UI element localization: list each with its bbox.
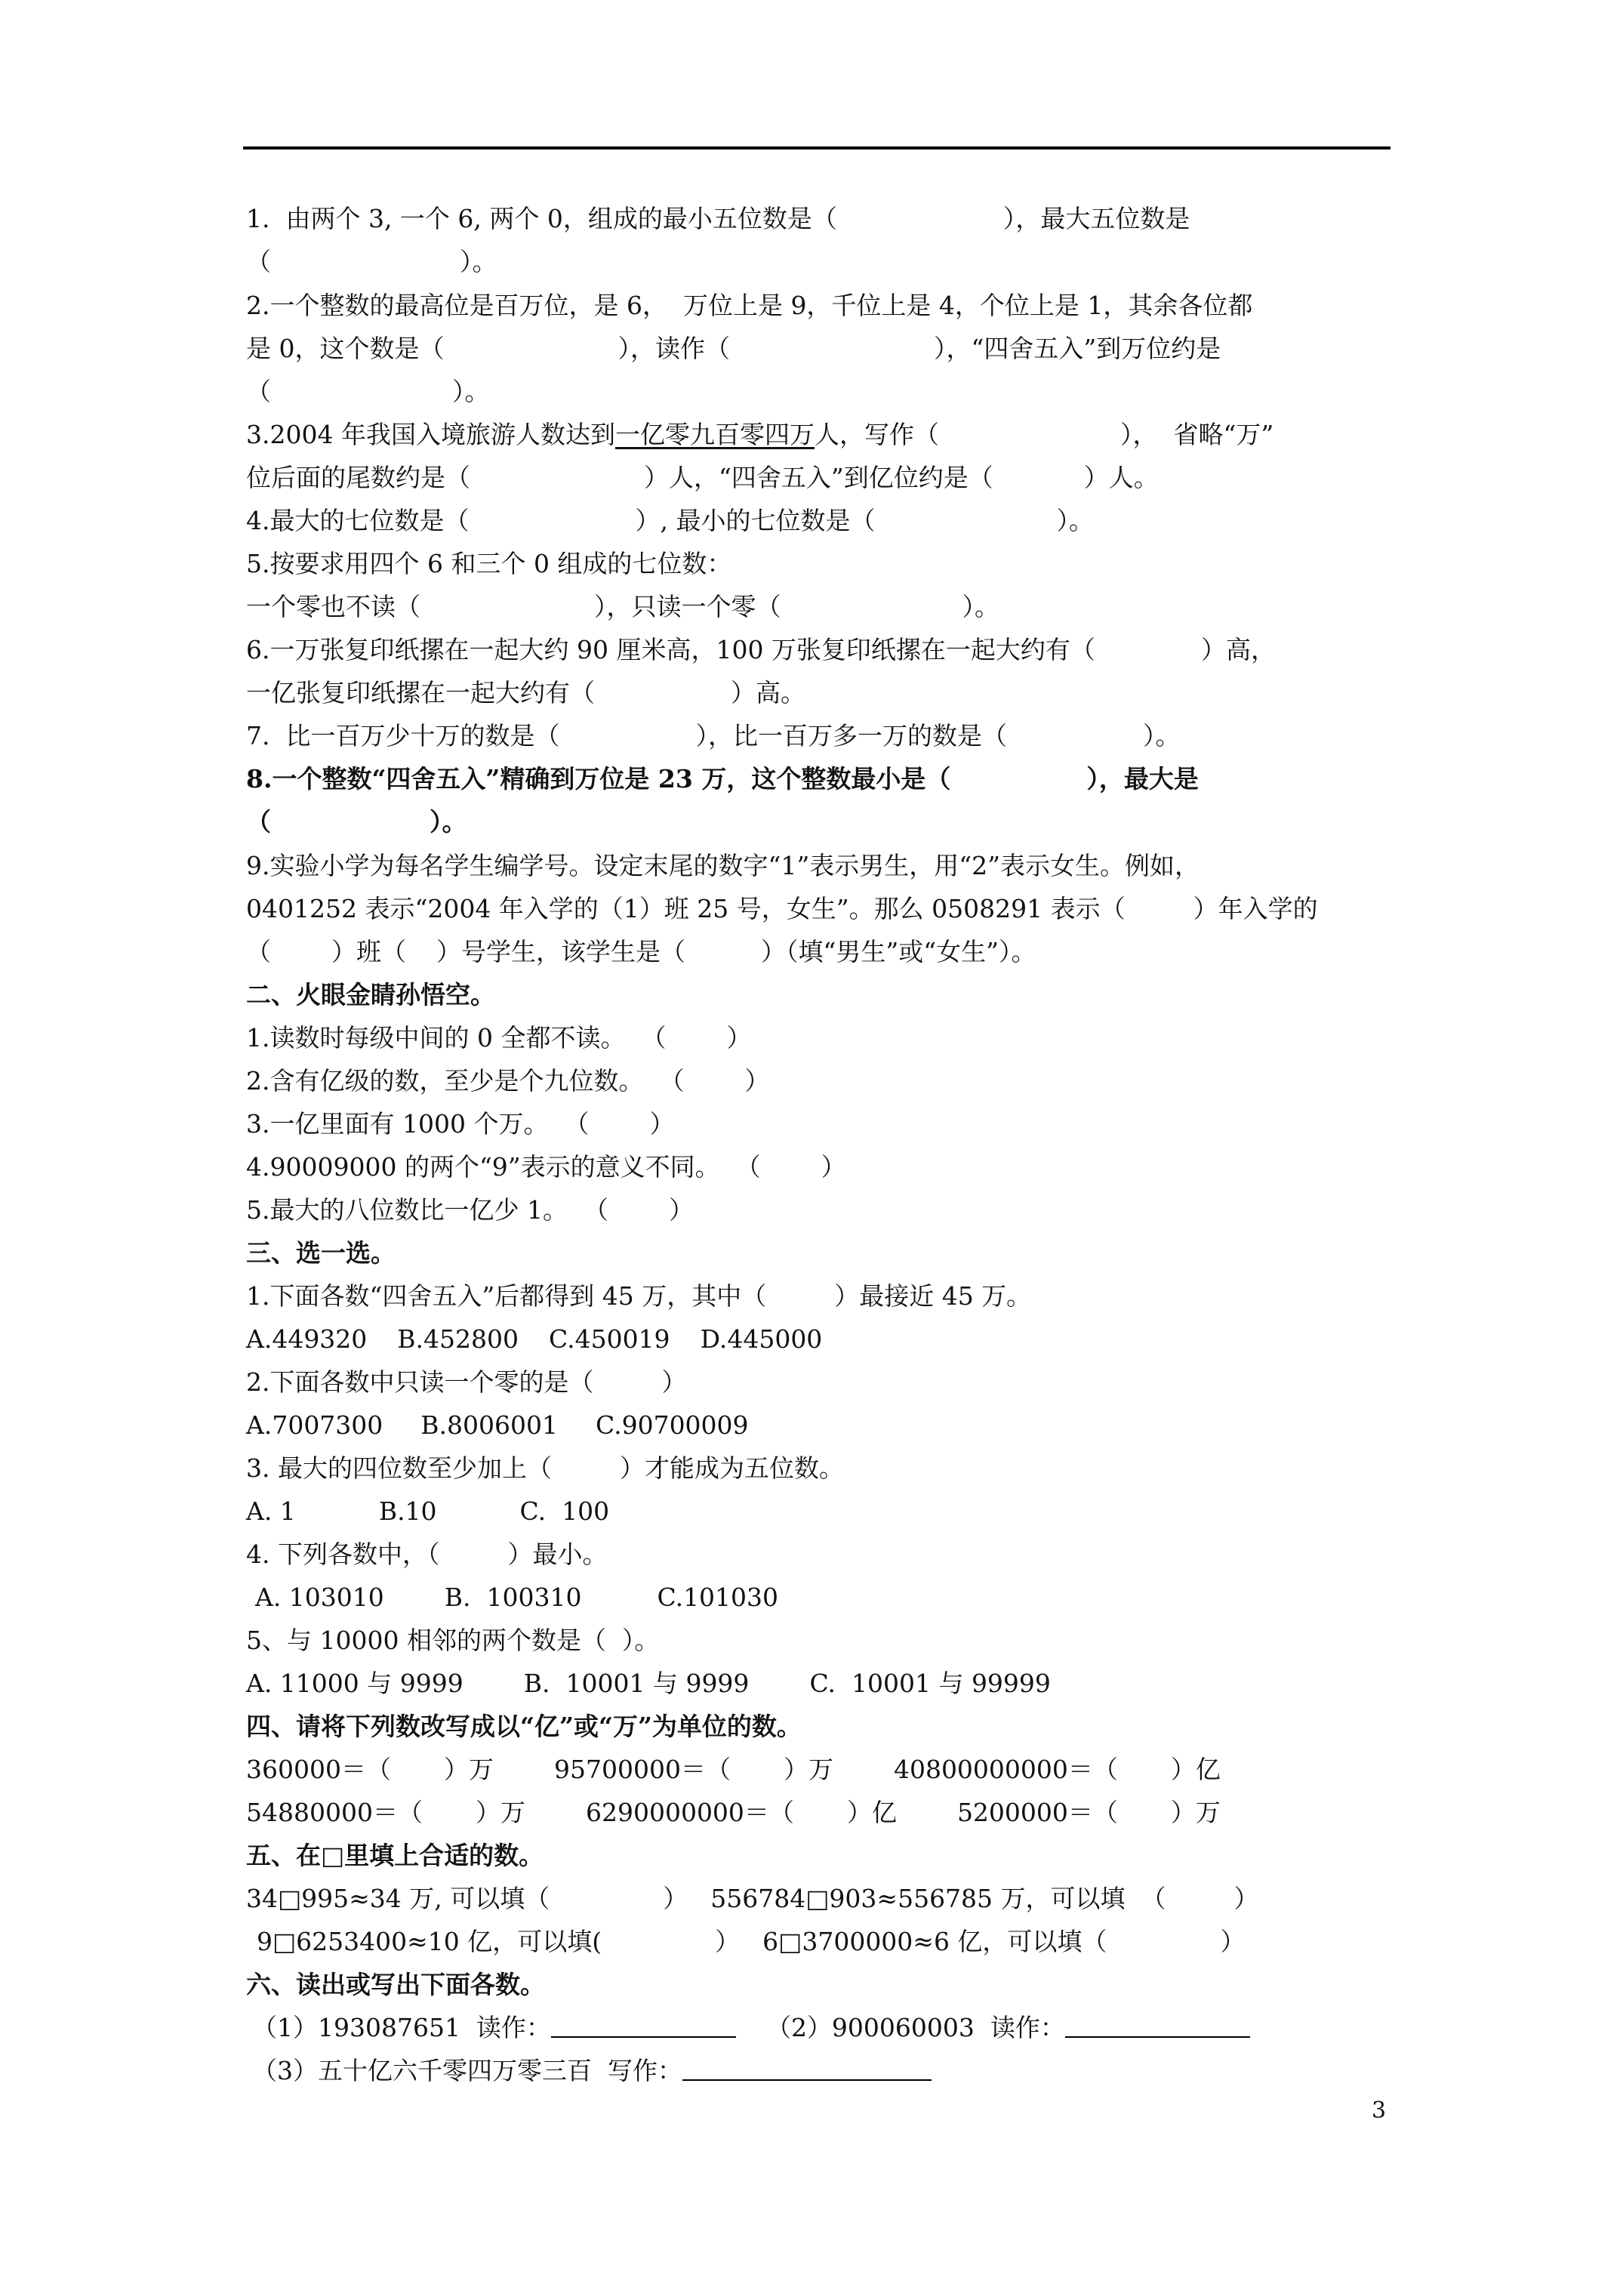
s3-q5: 5、与 10000 相邻的两个数是（ ）。 [246,1626,660,1655]
q2-line1: 2.一个整数的最高位是百万位，是 6， 万位上是 9，千位上是 4，个位上是 1，其余各位都 [246,291,1253,320]
s4-row1: 360000＝（ ）万 95700000＝（ ）万 40800000000＝（ ）亿 [246,1755,1221,1784]
s3-q1: 1.下面各数“四舍五入”后都得到 45 万，其中（ ）最接近 45 万。 [246,1281,1032,1311]
section5-title: 五、在□里填上合适的数。 [246,1841,544,1870]
s5-row1: 34□995≈34 万, 可以填（ ） 556784□903≈556785 万，可以填 （ ） [246,1884,1259,1913]
section2-item: 4.90009000 的两个“9”表示的意义不同。 （ ） [246,1152,846,1182]
s4-row2: 54880000＝（ ）万 6290000000＝（ ）亿 5200000＝（ ）万 [246,1798,1221,1827]
q3-line1: 3.2004 年我国入境旅游人数达到一亿零九百零四万人，写作（ ）， 省略“万” [246,420,1274,449]
s3-q1-options: A.449320 B.452800 C.450019 D.445000 [246,1324,823,1354]
section4-title: 四、请将下列数改写成以“亿”或“万”为单位的数。 [246,1712,802,1741]
s6-row1: （1）193087651 读作： （2）900060003 读作： [246,2011,1250,2045]
q9-line2: 0401252 表示“2004 年入学的（1）班 25 号，女生”。那么 0508291 表示（ ）年入学的 [246,894,1318,923]
q6-line2: 一亿张复印纸摞在一起大约有（ ）高。 [246,678,805,707]
s3-q3-options: A. 1 B.10 C. 100 [246,1496,610,1526]
q1-line2: （ ）。 [246,247,497,276]
section3-title: 三、选一选。 [246,1238,396,1268]
s3-q3: 3. 最大的四位数至少加上（ ）才能成为五位数。 [246,1453,844,1483]
s5-row2: 9□6253400≈10 亿，可以填( ） 6□3700000≈6 亿，可以填（ ） [257,1927,1246,1956]
q2-line2: 是 0，这个数是（ ），读作（ ），“四舍五入”到万位约是 [246,334,1221,363]
s3-q2: 2.下面各数中只读一个零的是（ ） [246,1367,687,1397]
q5-line2: 一个零也不读（ ），只读一个零（ ）。 [246,592,999,621]
s6-row2: （3）五十亿六千零四万零三百 写作： [246,2054,932,2088]
q8-line2: （ ）。 [246,807,467,837]
page-number: 3 [1372,2097,1387,2124]
section2-item: 3.一亿里面有 1000 个万。 （ ） [246,1109,675,1139]
section2-item: 1.读数时每级中间的 0 全都不读。 （ ） [246,1023,752,1052]
q1-line1: 1. 由两个 3, 一个 6, 两个 0，组成的最小五位数是（ ），最大五位数是 [246,204,1190,233]
section2-item: 2.含有亿级的数，至少是个九位数。 （ ） [246,1066,770,1096]
q2-line3: （ ）。 [246,377,490,406]
s3-q2-options: A.7007300 B.8006001 C.90700009 [246,1410,749,1440]
q5-line1: 5.按要求用四个 6 和三个 0 组成的七位数： [246,549,732,578]
q8-line1: 8.一个整数“四舍五入”精确到万位是 23 万，这个整数最小是（ ），最大是 [246,764,1199,794]
section2-title: 二、火眼金睛孙悟空。 [246,980,495,1009]
q3-line2: 位后面的尾数约是（ ）人，“四舍五入”到亿位约是（ ）人。 [246,463,1159,492]
q9-line3: （ ）班（ ）号学生，该学生是（ ）（填“男生”或“女生”）。 [246,937,1036,966]
q6-line1: 6.一万张复印纸摞在一起大约 90 厘米高，100 万张复印纸摞在一起大约有（ ）高， [246,635,1276,664]
q9-line1: 9.实验小学为每名学生编学号。设定末尾的数字“1”表示男生，用“2”表示女生。例如， [246,851,1200,880]
answer-blank[interactable] [1065,2014,1250,2038]
q4-line: 4.最大的七位数是（ ）, 最小的七位数是（ ）。 [246,506,1094,535]
s3-q4-options: A. 103010 B. 100310 C.101030 [255,1583,779,1612]
answer-blank[interactable] [551,2014,736,2038]
section6-title: 六、读出或写出下面各数。 [246,1970,545,1999]
s3-q4: 4. 下列各数中，（ ）最小。 [246,1539,608,1569]
answer-blank[interactable] [682,2057,932,2081]
header-rule [243,146,1390,149]
s3-q5-options: A. 11000 与 9999 B. 10001 与 9999 C. 10001 与 99999 [246,1669,1051,1698]
section2-item: 5.最大的八位数比一亿少 1。 （ ） [246,1195,694,1225]
q7-line: 7. 比一百万少十万的数是（ ），比一百万多一万的数是（ ）。 [246,721,1181,750]
